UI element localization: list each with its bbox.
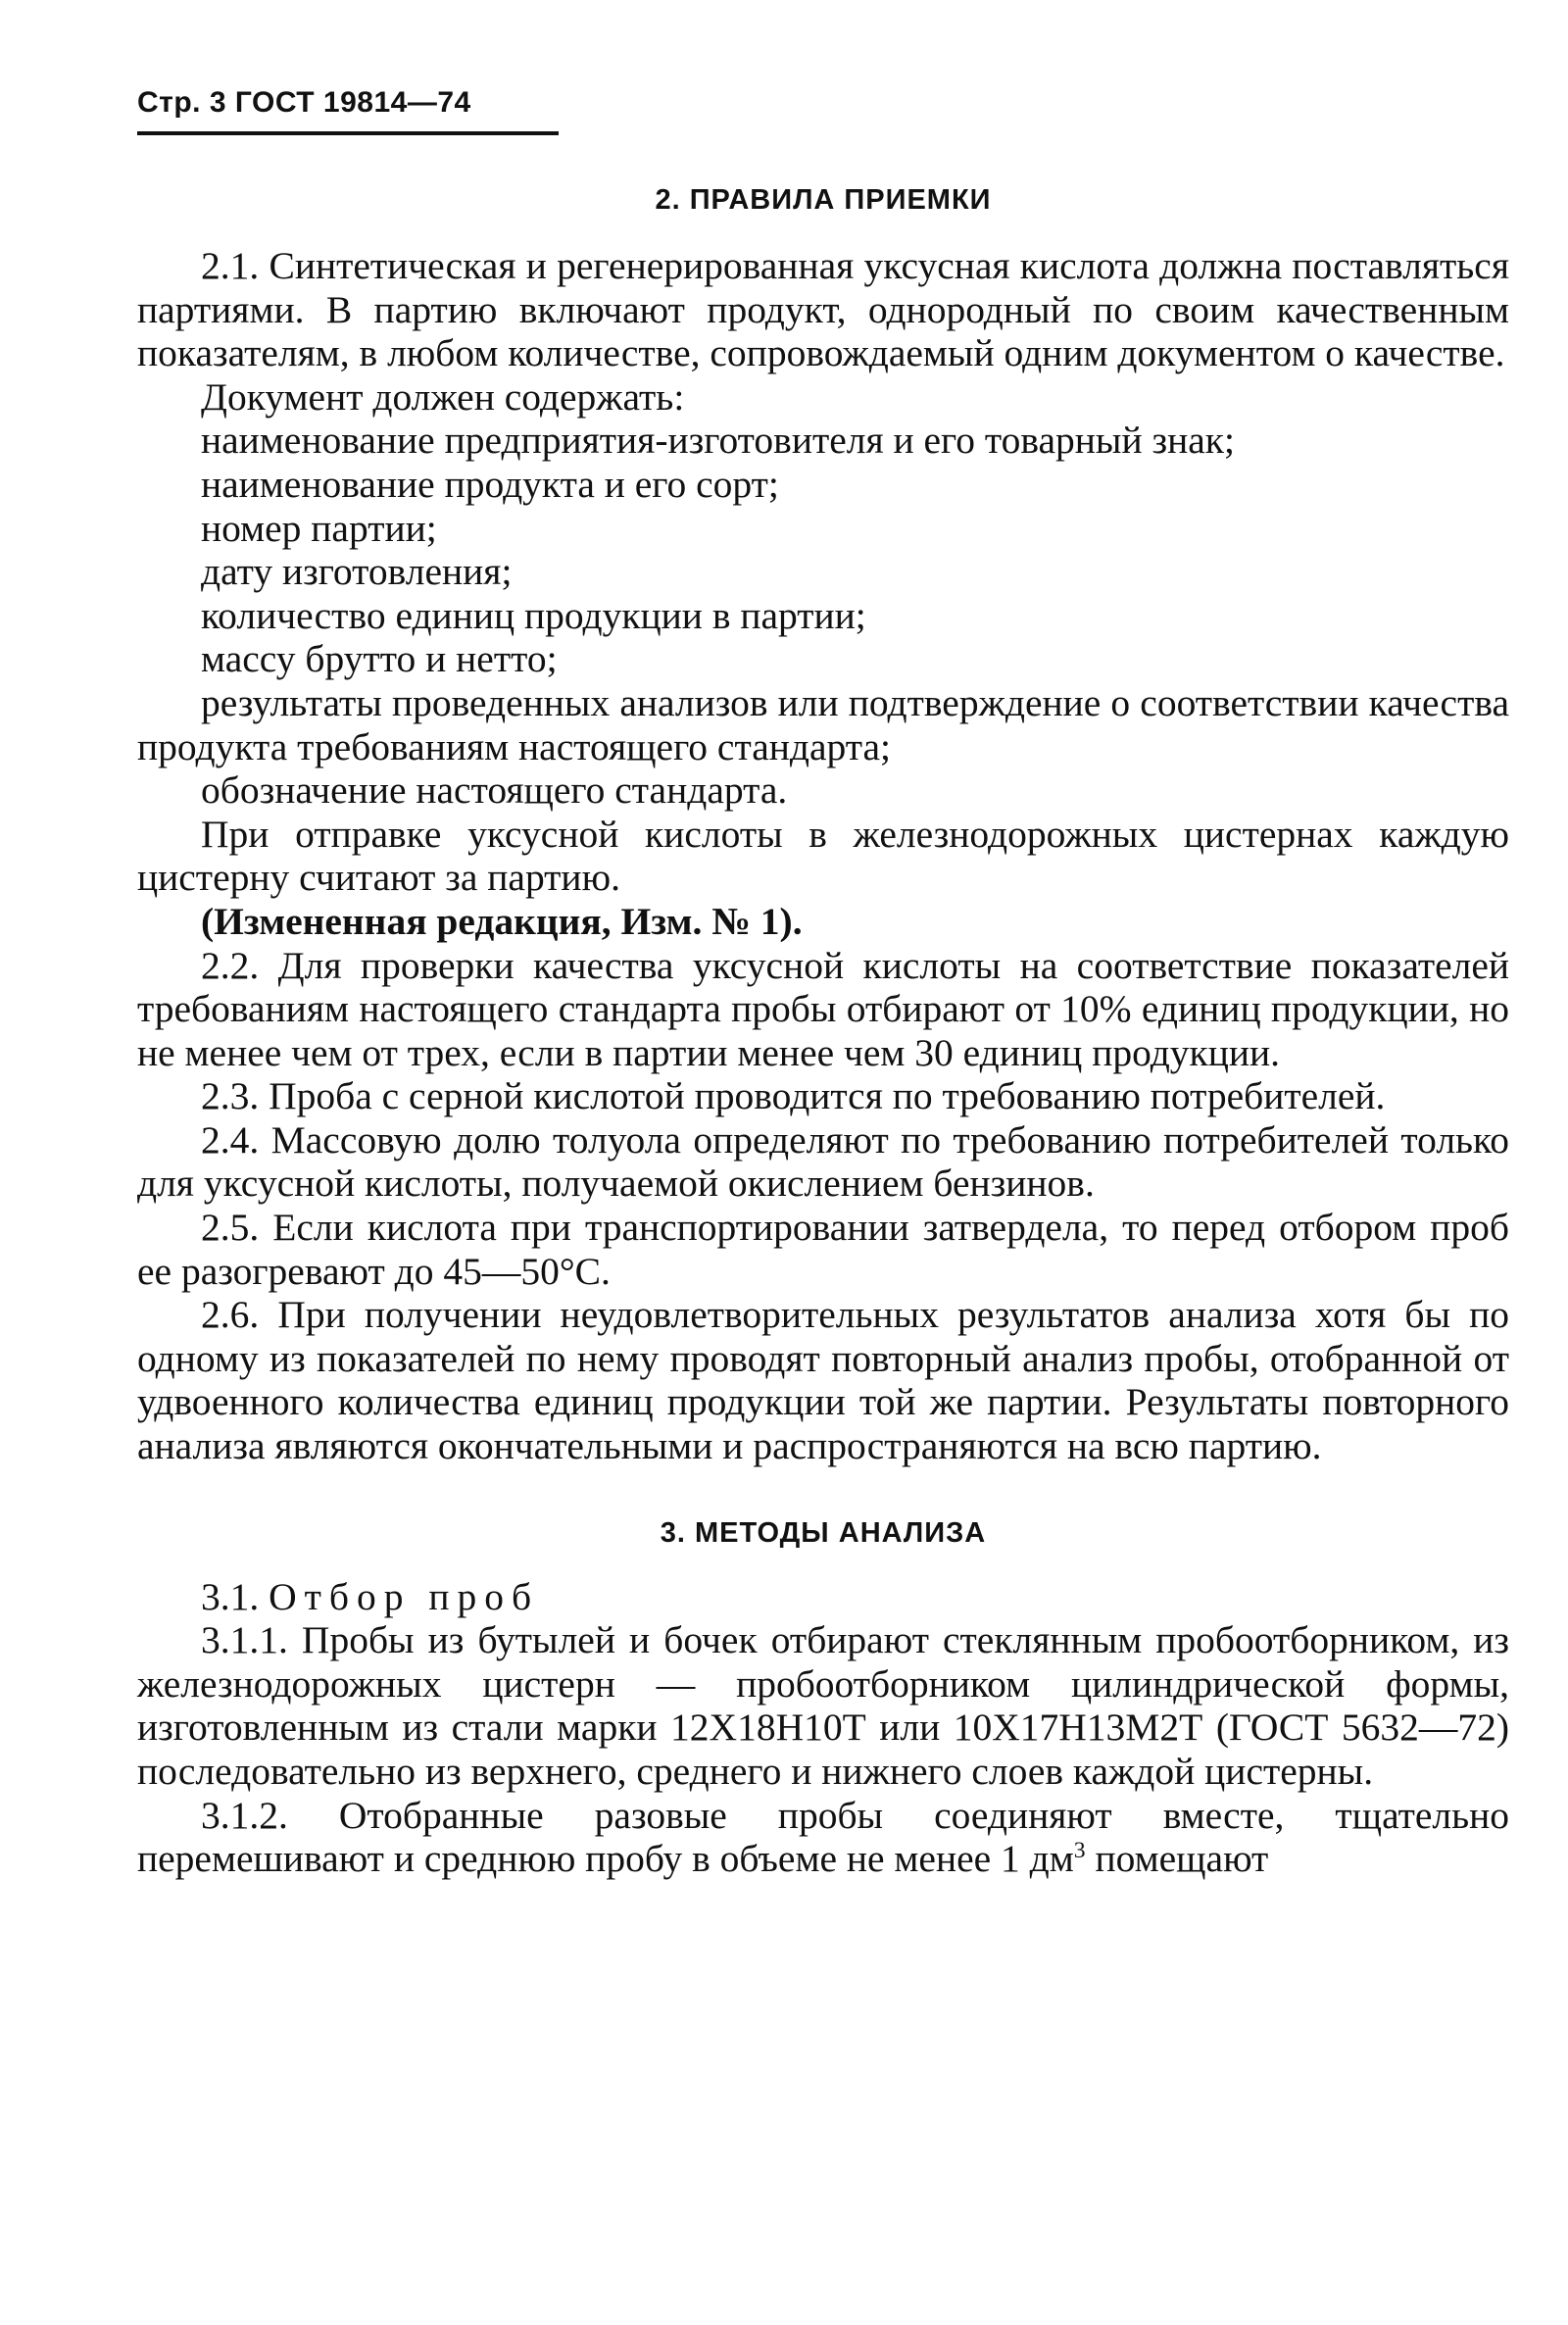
document-item: количество единиц продукции в партии; bbox=[201, 593, 866, 637]
subsection-3-1-title: Отбор проб bbox=[269, 1574, 540, 1618]
running-head: Стр. 3 ГОСТ 19814—74 bbox=[137, 86, 559, 135]
document-item: обозначение настоящего стандарта. bbox=[201, 768, 788, 813]
subsection-3-1-number: 3.1. bbox=[201, 1574, 260, 1618]
rail-tank-note: При отправке уксусной кислоты в железнодорожных цистернах каждую цистерну считают за партию. bbox=[137, 812, 1509, 900]
clause-2-5: 2.5. Если кислота при транспортировании затвердела, то перед отбором проб ее разогревают до 45—50°С. bbox=[137, 1206, 1509, 1293]
document-item: дату изготовления; bbox=[201, 550, 513, 594]
document-item: массу брутто и нетто; bbox=[201, 637, 558, 681]
amendment-note: (Измененная редакция, Изм. № 1). bbox=[201, 899, 803, 943]
clause-3-1-2-end: помещают bbox=[1085, 1837, 1269, 1881]
clause-2-6: 2.6. При получении неудовлетворительных результатов анализа хотя бы по одному из показателей по нему проводят повторный анализ пробы, отобранной от удвоенного количества единиц продукции той же партии. Результаты повторного анализа являются окончательными и распространяются на всю партию. bbox=[137, 1293, 1509, 1468]
document-item: результаты проведенных анализов или подтверждение о соответствии качества продукта требованиям настоящего стандарта; bbox=[137, 680, 1509, 768]
clause-2-1: 2.1. Синтетическая и регенерированная уксусная кислота должна поставляться партиями. В партию включают продукт, однородный по своим качественным показателям, в любом количестве, сопровождаемый одним документом о качестве. bbox=[137, 244, 1509, 375]
document-item: наименование предприятия-изготовителя и его товарный знак; bbox=[201, 419, 1235, 463]
subsection-3-1 bbox=[137, 1575, 1509, 1619]
document-item: наименование продукта и его сорт; bbox=[201, 462, 779, 506]
clause-2-3: 2.3. Проба с серной кислотой проводится по требованию потребителей. bbox=[201, 1074, 1386, 1118]
clause-2-4: 2.4. Массовую долю толуола определяют по требованию потребителей только для уксусной кислоты, получаемой окислением бензинов. bbox=[137, 1117, 1509, 1206]
clause-3-1-1: 3.1.1. Пробы из бутылей и бочек отбирают стеклянным пробоотборником, из железнодорожных цистерн — пробоотборником цилиндрической формы, изготовленным из стали марки 12Х18Н10Т или 10Х17Н13М2Т (ГОСТ 5632—72) последовательно из верхнего, среднего и нижнего слоев каждой цистерны. bbox=[137, 1618, 1509, 1793]
document-item: номер партии; bbox=[201, 506, 437, 550]
section-3-heading: 3. МЕТОДЫ АНАЛИЗА bbox=[660, 1516, 987, 1549]
document-page bbox=[137, 86, 1509, 1881]
section-2-heading: 2. ПРАВИЛА ПРИЕМКИ bbox=[655, 184, 992, 216]
clause-2-2: 2.2. Для проверки качества уксусной кислоты на соответствие показателей требованиям настоящего стандарта пробы отбирают от 10% единиц продукции, но не менее чем от трех, если в партии менее чем 30 единиц продукции. bbox=[137, 943, 1509, 1074]
clause-3-1-2-text: 3.1.2. Отобранные разовые пробы соединяют вместе, тщательно перемешивают и среднюю пробу в объеме не менее 1 дм bbox=[137, 1793, 1509, 1881]
clause-3-1-2 bbox=[137, 1794, 1509, 1881]
volume-exponent: 3 bbox=[1073, 1838, 1086, 1864]
document-contents-intro: Документ должен содержать: bbox=[201, 374, 685, 419]
